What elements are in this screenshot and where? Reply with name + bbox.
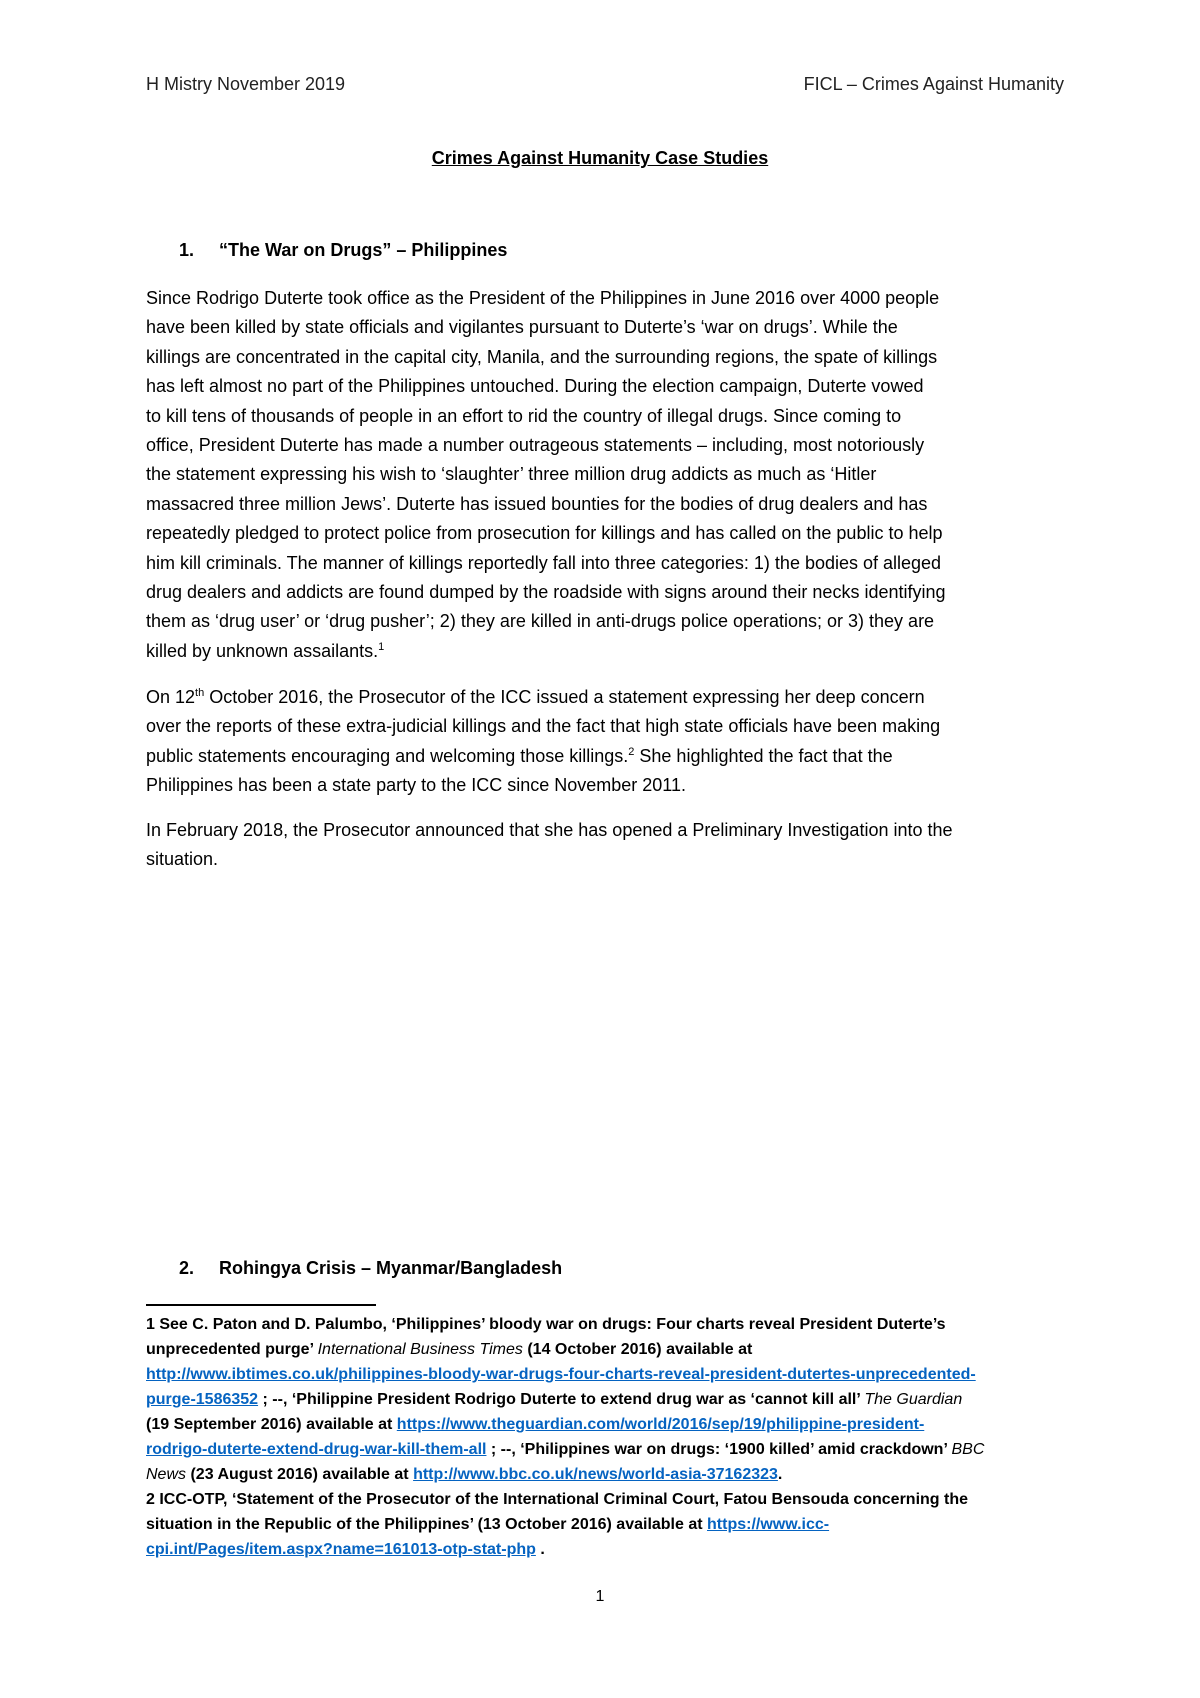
text-line bbox=[146, 742, 1066, 771]
header-course-title: FICL – Crimes Against Humanity bbox=[803, 74, 1064, 94]
footnote-link-bbc[interactable]: http://www.bbc.co.uk/news/world-asia-37162323 bbox=[413, 1466, 778, 1483]
text-line: killings are concentrated in the capital city, Manila, and the surrounding regions, the spate of killings bbox=[146, 346, 938, 367]
text-line: him kill criminals. The manner of killings reportedly fall into three categories: 1) the bodies of alleged bbox=[146, 552, 942, 573]
text-line: have been killed by state officials and vigilantes pursuant to Duterte’s ‘war on drugs’. While the bbox=[146, 317, 898, 338]
text-line: the statement expressing his wish to ‘slaughter’ three million drug addicts as much as ‘Hitler bbox=[146, 464, 877, 485]
page-header bbox=[146, 74, 1064, 102]
text-fragment: . bbox=[777, 1466, 783, 1483]
footnote-link-icc[interactable]: cpi.int/Pages/item.aspx?name=161013-otp-stat-php bbox=[146, 1541, 536, 1558]
publication-name: BBC bbox=[951, 1441, 985, 1458]
section-title: Rohingya Crisis – Myanmar/Bangladesh bbox=[219, 1258, 563, 1278]
footnote-1-line bbox=[146, 1337, 1086, 1362]
page-number: 1 bbox=[595, 1588, 605, 1605]
text-fragment: (19 September 2016) available at bbox=[146, 1416, 397, 1433]
text-fragment: (14 October 2016) available at bbox=[522, 1341, 753, 1358]
text-line bbox=[146, 637, 1066, 666]
footnotes bbox=[146, 1312, 1086, 1562]
text-fragment: unprecedented purge’ bbox=[146, 1341, 318, 1358]
text-line: Philippines has been a state party to the ICC since November 2011. bbox=[146, 775, 686, 796]
footnote-link-guardian[interactable]: https://www.theguardian.com/world/2016/sep/19/philippine-president- bbox=[396, 1416, 925, 1433]
text-fragment: On 12 bbox=[146, 687, 196, 707]
text-line: office, President Duterte has made a number outrageous statements – including, most notoriously bbox=[146, 435, 925, 456]
footnote-2-line bbox=[146, 1512, 1086, 1537]
footnote-1-line bbox=[146, 1412, 1086, 1437]
ordinal-suffix: th bbox=[195, 687, 205, 699]
paragraph-war-on-drugs bbox=[146, 284, 1066, 666]
paragraph-icc-statement bbox=[146, 683, 1066, 801]
text-line: over the reports of these extra-judicial killings and the fact that high state officials have been making bbox=[146, 716, 941, 737]
footnote-link-guardian[interactable]: rodrigo-duterte-extend-drug-war-kill-them-all bbox=[146, 1441, 487, 1458]
text-line: In February 2018, the Prosecutor announced that she has opened a Preliminary Investigation into the bbox=[146, 820, 953, 840]
text-fragment: . bbox=[535, 1541, 545, 1558]
section-number: 2. bbox=[179, 1258, 195, 1278]
text-fragment: public statements encouraging and welcoming those killings. bbox=[146, 745, 629, 766]
text-line: repeatedly pledged to protect police from prosecution for killings and has called on the public to help bbox=[146, 523, 943, 544]
publication-name: News bbox=[146, 1466, 187, 1483]
document-title: Crimes Against Humanity Case Studies bbox=[431, 148, 769, 168]
section-title: “The War on Drugs” – Philippines bbox=[219, 240, 508, 260]
text-line: massacred three million Jews’. Duterte has issued bounties for the bodies of drug dealers and has bbox=[146, 493, 928, 514]
text-fragment: ; --, ‘Philippines war on drugs: ‘1900 killed’ amid crackdown’ bbox=[486, 1441, 952, 1458]
text-fragment: situation in the Republic of the Philippines’ (13 October 2016) available at bbox=[146, 1516, 708, 1533]
text-line: Since Rodrigo Duterte took office as the President of the Philippines in June 2016 over 4000 people bbox=[146, 288, 940, 308]
header-author-date: H Mistry November 2019 bbox=[146, 74, 346, 94]
footnote-ref-2[interactable]: 2 bbox=[628, 745, 635, 758]
paragraph-preliminary-investigation bbox=[146, 816, 1066, 875]
text-fragment: October 2016, the Prosecutor of the ICC issued a statement expressing her deep concern bbox=[204, 687, 925, 707]
text-line: them as ‘drug user’ or ‘drug pusher’; 2) they are killed in anti-drugs police operations; or 3) they are bbox=[146, 611, 935, 632]
text-line: situation. bbox=[146, 849, 219, 870]
text-line: drug dealers and addicts are found dumped by the roadside with signs around their necks identifying bbox=[146, 582, 946, 603]
text-fragment: (23 August 2016) available at bbox=[186, 1466, 414, 1483]
footnote-ref-1[interactable]: 1 bbox=[378, 640, 385, 653]
footnote-1-line bbox=[146, 1437, 1086, 1462]
publication-name: The Guardian bbox=[864, 1391, 963, 1408]
footnote-link-icc[interactable]: https://www.icc- bbox=[707, 1516, 830, 1533]
footnote-1-line: 1 See C. Paton and D. Palumbo, ‘Philippines’ bloody war on drugs: Four charts reveal President Duterte’s bbox=[146, 1316, 946, 1333]
publication-name: International Business Times bbox=[317, 1341, 523, 1358]
footnote-link-ibtimes[interactable]: http://www.ibtimes.co.uk/philippines-bloody-war-drugs-four-charts-reveal-president-dutertes-unprecedented- bbox=[146, 1366, 976, 1383]
text-fragment: ; --, ‘Philippine President Rodrigo Duterte to extend drug war as ‘cannot kill all’ bbox=[258, 1391, 865, 1408]
text-fragment: She highlighted the fact that the bbox=[634, 745, 893, 766]
text-fragment: killed by unknown assailants. bbox=[146, 640, 379, 661]
footnote-2-line: 2 ICC-OTP, ‘Statement of the Prosecutor of the International Criminal Court, Fatou Bensouda concerning the bbox=[146, 1491, 969, 1508]
section-number: 1. bbox=[179, 240, 195, 260]
text-line: to kill tens of thousands of people in an effort to rid the country of illegal drugs. Since coming to bbox=[146, 405, 902, 426]
footnote-1-line bbox=[146, 1462, 1086, 1487]
footnote-link-ibtimes[interactable]: purge-1586352 bbox=[146, 1391, 259, 1408]
footnote-1-line bbox=[146, 1362, 1086, 1387]
footnote-2-line bbox=[146, 1537, 1086, 1562]
footnote-separator bbox=[146, 1304, 376, 1306]
text-line: has left almost no part of the Philippines untouched. During the election campaign, Duterte vowed bbox=[146, 376, 924, 397]
footnote-1-line bbox=[146, 1387, 1086, 1412]
text-line bbox=[146, 683, 1066, 712]
